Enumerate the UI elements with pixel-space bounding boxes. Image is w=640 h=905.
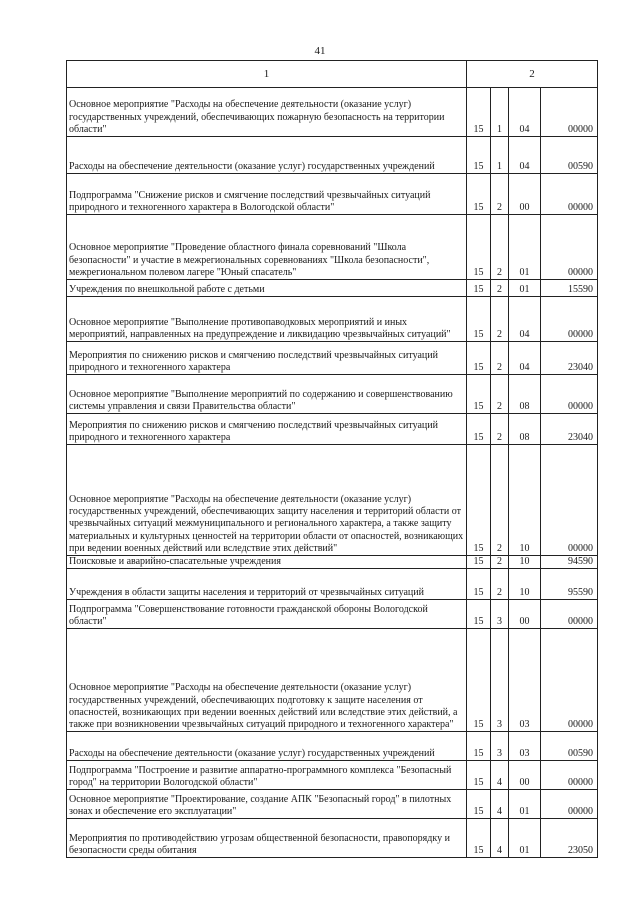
code-subprogram: 3 bbox=[491, 600, 509, 629]
budget-classification-table bbox=[66, 60, 598, 858]
code-expense-direction: 00000 bbox=[541, 297, 598, 342]
row-description: Мероприятия по снижению рисков и смягчению последствий чрезвычайных ситуаций природного и техногенного характера bbox=[67, 414, 467, 445]
code-chapter: 15 bbox=[467, 88, 491, 137]
row-description: Основное мероприятие "Проектирование, создание АПК "Безопасный город" в пилотных зонах и обеспечение его эксплуатации" bbox=[67, 790, 467, 819]
row-description: Основное мероприятие "Расходы на обеспечение деятельности (оказание услуг) государственных учреждений, обеспечивающих пожарную безопасность на территории области" bbox=[67, 88, 467, 137]
code-main-activity: 08 bbox=[509, 375, 541, 414]
row-description: Учреждения по внешкольной работе с детьми bbox=[67, 280, 467, 297]
row-description: Расходы на обеспечение деятельности (оказание услуг) государственных учреждений bbox=[67, 732, 467, 761]
code-main-activity: 04 bbox=[509, 297, 541, 342]
code-expense-direction: 00000 bbox=[541, 629, 598, 732]
code-subprogram: 4 bbox=[491, 790, 509, 819]
code-chapter: 15 bbox=[467, 819, 491, 858]
row-description: Поисковые и аварийно-спасательные учреждения bbox=[67, 556, 467, 569]
code-chapter: 15 bbox=[467, 556, 491, 569]
table-row bbox=[67, 342, 598, 375]
row-description: Подпрограмма "Совершенствование готовности гражданской обороны Вологодской области" bbox=[67, 600, 467, 629]
code-subprogram: 4 bbox=[491, 819, 509, 858]
code-subprogram: 1 bbox=[491, 88, 509, 137]
code-main-activity: 10 bbox=[509, 445, 541, 556]
table-row bbox=[67, 88, 598, 137]
code-subprogram: 3 bbox=[491, 629, 509, 732]
code-chapter: 15 bbox=[467, 732, 491, 761]
table-row bbox=[67, 556, 598, 569]
table-row bbox=[67, 280, 598, 297]
code-subprogram: 1 bbox=[491, 137, 509, 174]
code-subprogram: 2 bbox=[491, 215, 509, 280]
table-row bbox=[67, 137, 598, 174]
row-description: Мероприятия по противодействию угрозам общественной безопасности, правопорядку и безопасности среды обитания bbox=[67, 819, 467, 858]
code-chapter: 15 bbox=[467, 297, 491, 342]
code-expense-direction: 23040 bbox=[541, 342, 598, 375]
code-chapter: 15 bbox=[467, 761, 491, 790]
row-description: Учреждения в области защиты населения и территорий от чрезвычайных ситуаций bbox=[67, 569, 467, 600]
code-main-activity: 01 bbox=[509, 215, 541, 280]
code-chapter: 15 bbox=[467, 569, 491, 600]
code-main-activity: 03 bbox=[509, 629, 541, 732]
code-subprogram: 4 bbox=[491, 761, 509, 790]
code-subprogram: 2 bbox=[491, 445, 509, 556]
code-expense-direction: 23050 bbox=[541, 819, 598, 858]
row-description: Основное мероприятие "Расходы на обеспечение деятельности (оказание услуг) государственных учреждений, обеспечивающих защиту населения и территорий области от чрезвычайных ситуаций межмуниципального и регионального характера, а также защиту материальных и культурных ценностей на территории области от опасностей, возникающих при ведении военных действий или вследствие этих действий" bbox=[67, 445, 467, 556]
row-description: Основное мероприятие "Выполнение мероприятий по содержанию и совершенствованию системы управления и связи Правительства области" bbox=[67, 375, 467, 414]
code-expense-direction: 00000 bbox=[541, 174, 598, 215]
code-subprogram: 2 bbox=[491, 297, 509, 342]
code-main-activity: 10 bbox=[509, 556, 541, 569]
table-row bbox=[67, 600, 598, 629]
table-row bbox=[67, 174, 598, 215]
code-expense-direction: 00000 bbox=[541, 375, 598, 414]
column-header-1: 1 bbox=[67, 61, 467, 88]
code-subprogram: 2 bbox=[491, 569, 509, 600]
table-row bbox=[67, 569, 598, 600]
code-expense-direction: 00000 bbox=[541, 88, 598, 137]
table-row bbox=[67, 414, 598, 445]
row-description: Основное мероприятие "Выполнение противопаводковых мероприятий и иных мероприятий, направленных на предупреждение и ликвидацию чрезвычайных ситуаций" bbox=[67, 297, 467, 342]
code-expense-direction: 95590 bbox=[541, 569, 598, 600]
code-expense-direction: 00000 bbox=[541, 761, 598, 790]
code-expense-direction: 00000 bbox=[541, 445, 598, 556]
code-expense-direction: 94590 bbox=[541, 556, 598, 569]
code-main-activity: 01 bbox=[509, 790, 541, 819]
table-row bbox=[67, 819, 598, 858]
code-main-activity: 04 bbox=[509, 88, 541, 137]
code-chapter: 15 bbox=[467, 790, 491, 819]
code-main-activity: 01 bbox=[509, 280, 541, 297]
row-description: Подпрограмма "Снижение рисков и смягчение последствий чрезвычайных ситуаций природного и техногенного характера в Вологодской области" bbox=[67, 174, 467, 215]
code-chapter: 15 bbox=[467, 342, 491, 375]
code-chapter: 15 bbox=[467, 375, 491, 414]
row-description: Мероприятия по снижению рисков и смягчению последствий чрезвычайных ситуаций природного и техногенного характера bbox=[67, 342, 467, 375]
code-subprogram: 2 bbox=[491, 342, 509, 375]
code-main-activity: 03 bbox=[509, 732, 541, 761]
code-chapter: 15 bbox=[467, 445, 491, 556]
code-subprogram: 3 bbox=[491, 732, 509, 761]
code-expense-direction: 00590 bbox=[541, 137, 598, 174]
code-chapter: 15 bbox=[467, 629, 491, 732]
code-chapter: 15 bbox=[467, 280, 491, 297]
code-main-activity: 00 bbox=[509, 174, 541, 215]
code-main-activity: 00 bbox=[509, 761, 541, 790]
row-description: Основное мероприятие "Проведение областного финала соревнований "Школа безопасности" и участие в межрегиональных соревнованиях "Школа безопасности", межрегиональном полевом лагере "Юный спасатель" bbox=[67, 215, 467, 280]
code-main-activity: 04 bbox=[509, 342, 541, 375]
row-description: Подпрограмма "Построение и развитие аппаратно-программного комплекса "Безопасный город" на территории Вологодской области" bbox=[67, 761, 467, 790]
table-row bbox=[67, 215, 598, 280]
row-description: Расходы на обеспечение деятельности (оказание услуг) государственных учреждений bbox=[67, 137, 467, 174]
table-header-row bbox=[67, 61, 598, 88]
code-chapter: 15 bbox=[467, 215, 491, 280]
code-main-activity: 04 bbox=[509, 137, 541, 174]
code-expense-direction: 23040 bbox=[541, 414, 598, 445]
code-subprogram: 2 bbox=[491, 280, 509, 297]
code-main-activity: 10 bbox=[509, 569, 541, 600]
column-header-2: 2 bbox=[467, 61, 598, 88]
code-expense-direction: 00000 bbox=[541, 600, 598, 629]
code-main-activity: 00 bbox=[509, 600, 541, 629]
table-row bbox=[67, 445, 598, 556]
row-description: Основное мероприятие "Расходы на обеспечение деятельности (оказание услуг) государственных учреждений, обеспечивающих подготовку к защите населения от опасностей, возникающих при ведении военных действий или вследствие этих действий, а также при возникновении чрезвычайных ситуаций природного и техногенного характера" bbox=[67, 629, 467, 732]
table-row bbox=[67, 761, 598, 790]
code-chapter: 15 bbox=[467, 174, 491, 215]
code-main-activity: 01 bbox=[509, 819, 541, 858]
code-expense-direction: 00590 bbox=[541, 732, 598, 761]
table-row bbox=[67, 732, 598, 761]
code-subprogram: 2 bbox=[491, 556, 509, 569]
code-subprogram: 2 bbox=[491, 174, 509, 215]
table-row bbox=[67, 629, 598, 732]
table-row bbox=[67, 297, 598, 342]
code-main-activity: 08 bbox=[509, 414, 541, 445]
table-row bbox=[67, 375, 598, 414]
code-chapter: 15 bbox=[467, 414, 491, 445]
table-row bbox=[67, 790, 598, 819]
code-subprogram: 2 bbox=[491, 414, 509, 445]
page-number: 41 bbox=[314, 45, 326, 57]
code-chapter: 15 bbox=[467, 600, 491, 629]
code-chapter: 15 bbox=[467, 137, 491, 174]
code-expense-direction: 15590 bbox=[541, 280, 598, 297]
code-subprogram: 2 bbox=[491, 375, 509, 414]
code-expense-direction: 00000 bbox=[541, 790, 598, 819]
code-expense-direction: 00000 bbox=[541, 215, 598, 280]
